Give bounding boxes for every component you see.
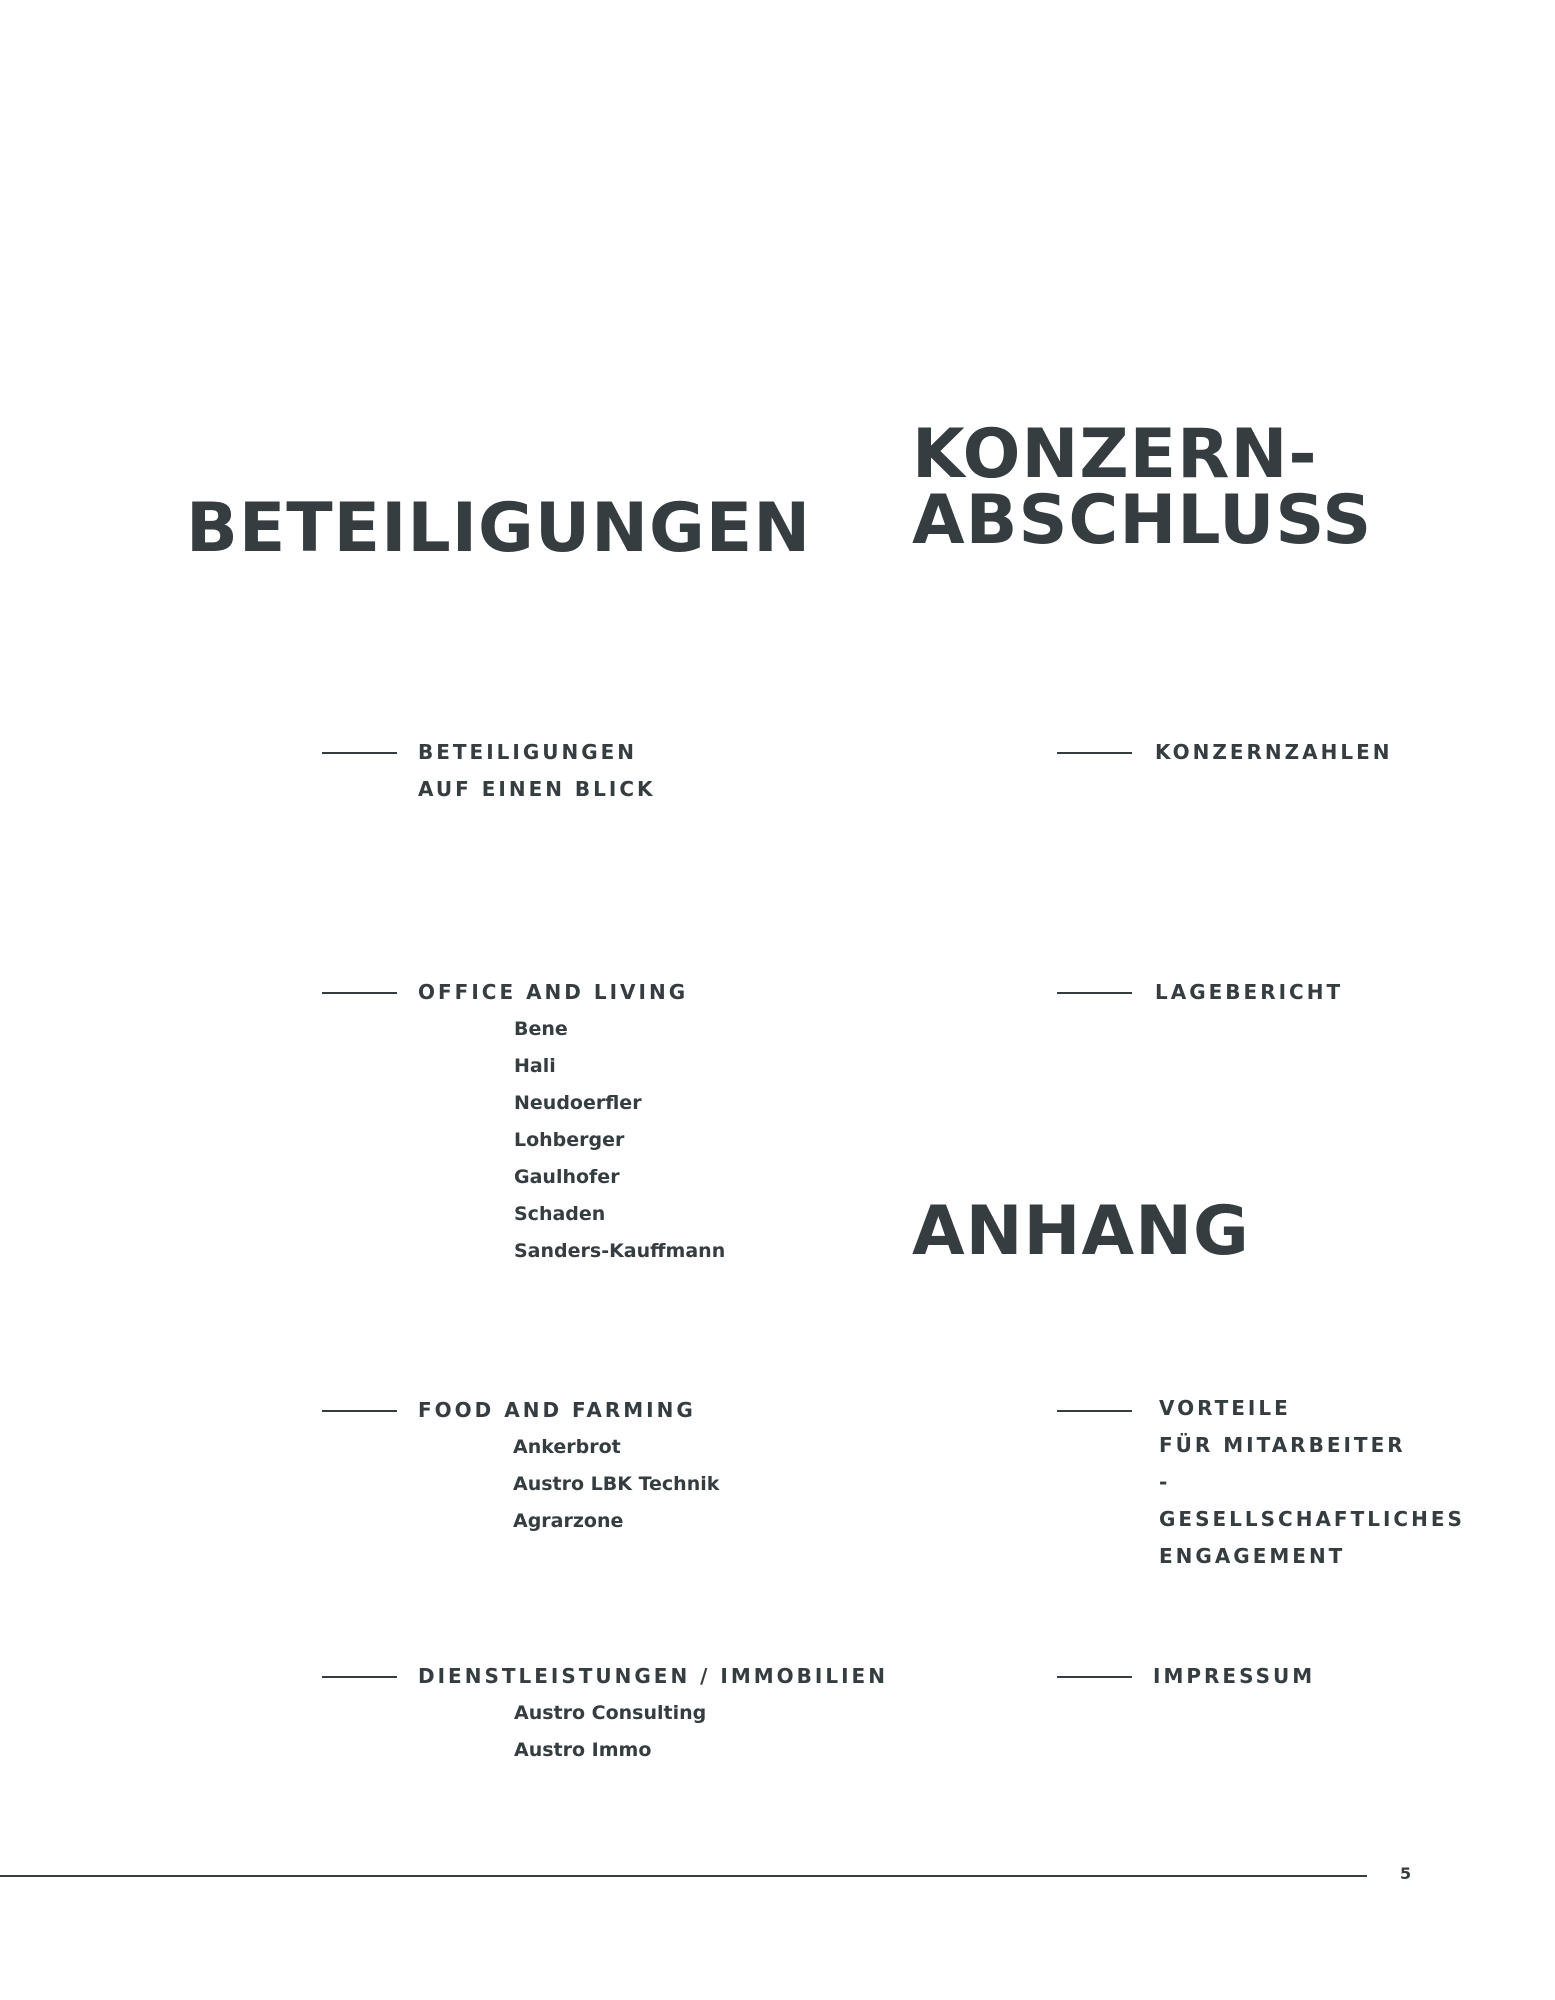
company-list	[514, 1695, 706, 1769]
list-item: Austro Consulting	[514, 1702, 707, 1724]
section-title-anhang: ANHANG	[912, 1192, 1250, 1271]
toc-entry-heading	[1153, 1658, 1315, 1695]
toc-entry-heading	[418, 1658, 888, 1695]
heading-line: FÜR MITARBEITER	[1159, 1433, 1406, 1457]
heading-line: IMPRESSUM	[1153, 1664, 1316, 1688]
section-title-beteiligungen: BETEILIGUNGEN	[186, 489, 812, 568]
heading-line: ENGAGEMENT	[1159, 1544, 1346, 1568]
list-item: Agrarzone	[513, 1510, 624, 1532]
heading-line: BETEILIGUNGEN	[418, 740, 638, 764]
list-item: Sanders-Kauffmann	[514, 1240, 726, 1262]
list-item: Austro LBK Technik	[513, 1473, 720, 1495]
page-number: 5	[1400, 1864, 1412, 1883]
leader-line	[1057, 752, 1132, 754]
section-title-line: KONZERN-	[912, 415, 1318, 494]
heading-line: -	[1159, 1470, 1171, 1494]
company-list	[514, 1011, 725, 1270]
leader-line	[322, 992, 397, 994]
leader-line	[322, 1410, 397, 1412]
section-title-konzernabschluss	[912, 415, 1373, 560]
list-item: Schaden	[514, 1203, 606, 1225]
company-list	[513, 1429, 719, 1540]
toc-entry-heading	[418, 734, 656, 808]
toc-entry-heading	[418, 1392, 696, 1429]
leader-line	[1057, 1410, 1132, 1412]
heading-line: VORTEILE	[1159, 1396, 1291, 1420]
list-item: Lohberger	[514, 1129, 625, 1151]
list-item: Hali	[514, 1055, 556, 1077]
leader-line	[1057, 1676, 1132, 1678]
heading-line: AUF EINEN BLICK	[418, 777, 656, 801]
list-item: Gaulhofer	[514, 1166, 620, 1188]
toc-entry-heading	[1159, 1390, 1465, 1575]
toc-entry-heading	[1155, 734, 1393, 771]
leader-line	[1057, 992, 1132, 994]
list-item: Bene	[514, 1018, 568, 1040]
footer-divider	[0, 1875, 1367, 1877]
heading-line: OFFICE AND LIVING	[418, 980, 689, 1004]
list-item: Austro Immo	[514, 1739, 652, 1761]
toc-entry-heading	[418, 974, 688, 1011]
heading-line: FOOD AND FARMING	[418, 1398, 696, 1422]
heading-line: LAGEBERICHT	[1155, 980, 1344, 1004]
toc-entry-heading	[1155, 974, 1343, 1011]
heading-line: KONZERNZAHLEN	[1155, 740, 1393, 764]
section-title-line: ABSCHLUSS	[912, 481, 1373, 560]
heading-line: DIENSTLEISTUNGEN / IMMOBILIEN	[418, 1664, 888, 1688]
leader-line	[322, 1676, 397, 1678]
leader-line	[322, 752, 397, 754]
list-item: Ankerbrot	[513, 1436, 621, 1458]
heading-line: GESELLSCHAFTLICHES	[1159, 1507, 1465, 1531]
list-item: Neudoerfler	[514, 1092, 642, 1114]
